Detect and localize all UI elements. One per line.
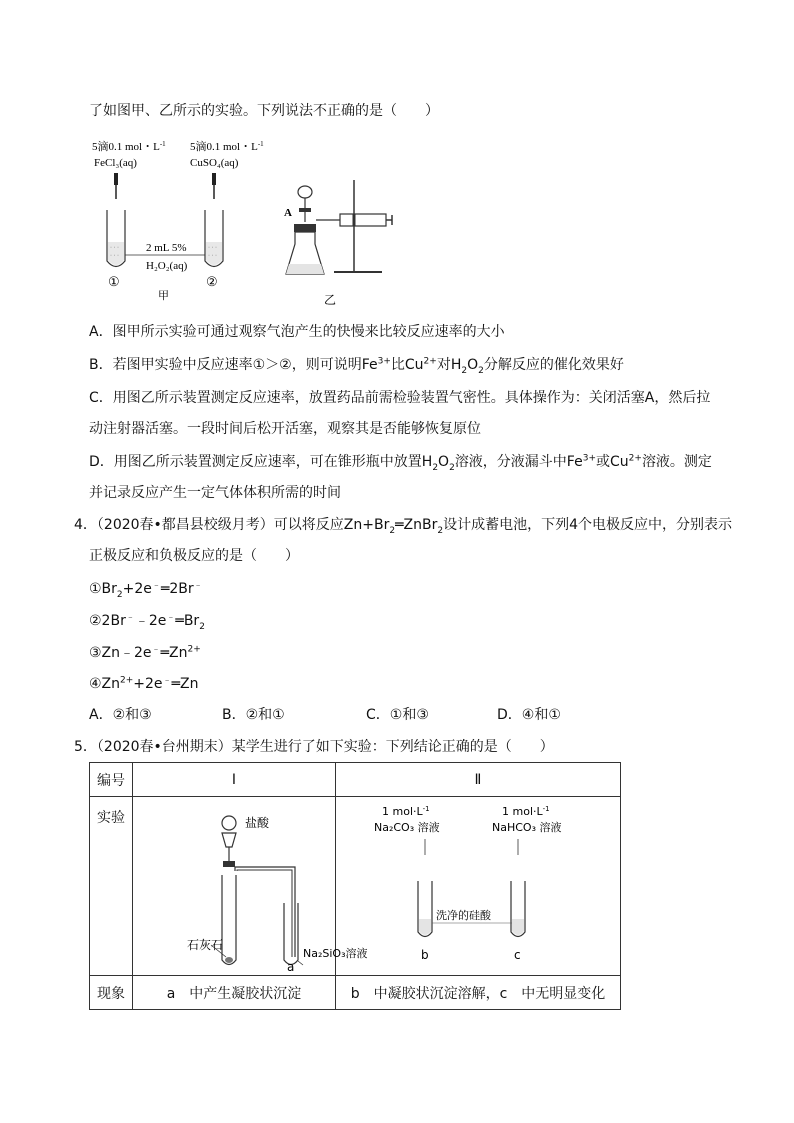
q3-stem: 了如图甲、乙所示的实验。下列说法不正确的是（ ）	[89, 103, 439, 119]
dropper-1	[114, 173, 118, 199]
tube-c-label: c	[514, 948, 521, 962]
limestone-label: 石灰石	[187, 938, 224, 952]
q5-header-label: 编号	[90, 763, 133, 797]
q3-option-c-line2: 动注射器活塞。一段时间后松开活塞，观察其是否能够恢复原位	[89, 421, 481, 437]
q4-option-c: C．①和③	[366, 707, 429, 723]
na2co3-label: Na₂CO₃ 溶液	[374, 821, 440, 834]
q4-reaction-2: $②2Br^﹣﹣2e^﹣═Br_2$	[89, 612, 205, 632]
dropper2-reagent: CuSO₄(aq)	[190, 157, 239, 169]
hcl-label: 盐酸	[245, 816, 270, 830]
q3-option-b: B．若图甲实验中反应速率①＞②，则可说明$Fe^{3+}$比$Cu^{2+}$对$H_2O_2$分解反应的催化效果好	[89, 356, 624, 376]
nahco3-label: NaHCO₃ 溶液	[492, 821, 562, 834]
svg-text:· · ·: · · ·	[110, 245, 119, 251]
dropper1-conc: 5滴0.1 mol・$L^{-1}$	[92, 140, 166, 153]
svg-text:· · ·: · · ·	[208, 253, 217, 259]
solution-reagent: H₂O₂(aq)	[146, 260, 188, 272]
q5-header-ii: Ⅱ	[336, 763, 621, 797]
apparatus-yi	[286, 180, 392, 274]
q4-reaction-1: $①Br_2+2e^﹣═2Br^﹣$	[89, 580, 203, 600]
q4-option-a: A．②和③	[89, 707, 152, 723]
q3-option-d-line2: 并记录反应产生一定气体体积所需的时间	[89, 485, 341, 501]
na2sio3-label: Na₂SiO₃溶液	[303, 947, 368, 960]
q5-stem: 5．（2020春•台州期末）某学生进行了如下实验：下列结论正确的是（ ）	[74, 739, 554, 755]
q3-option-a: A．图甲所示实验可通过观察气泡产生的快慢来比较反应速率的大小	[89, 324, 505, 340]
q5-figure-i	[133, 797, 368, 974]
q4-reaction-3: $③Zn﹣2e^﹣═Zn^{2+}$	[89, 644, 201, 661]
q5-figure-ii	[336, 797, 620, 971]
q5-obs-i: a 中产生凝胶状沉淀	[133, 976, 336, 1010]
tube2-label: ②	[206, 274, 218, 289]
valve-label: A	[284, 207, 292, 219]
svg-text:· · ·: · · ·	[110, 253, 119, 259]
q5-row-obs: 现象	[90, 976, 133, 1010]
q5-header-i: Ⅰ	[133, 763, 336, 797]
q5-figure-i-cell	[133, 797, 368, 976]
q3-option-d-line1: D．用图乙所示装置测定反应速率，可在锥形瓶中放置$H_2O_2$溶液，分液漏斗中$Fe^{3+}$或$Cu^{2+}$溶液。测定	[89, 453, 712, 473]
q4-option-d: D．④和①	[497, 707, 561, 723]
q3-option-c-line1: C．用图乙所示装置测定反应速率，放置药品前需检验装置气密性。具体操作为：关闭活塞A，然后拉	[89, 390, 711, 406]
q5-row-exp: 实验	[90, 797, 133, 976]
q4-stem-line2: 正极反应和负极反应的是（ ）	[89, 548, 299, 564]
tube-a-label: a	[287, 960, 295, 974]
test-tube-1	[107, 210, 125, 267]
tube-b-label: b	[421, 948, 429, 962]
dropper2-conc: 5滴0.1 mol・$L^{-1}$	[190, 140, 264, 153]
q5-obs-ii: b 中凝胶状沉淀溶解，c 中无明显变化	[336, 976, 621, 1010]
q4-stem-line1: 4．（2020春•都昌县校级月考）可以将反应$Zn+Br_2═ZnBr_2$设计成蓄电池，下列4个电极反应中，分别表示	[74, 517, 732, 536]
dropper-2	[212, 173, 216, 199]
q4-option-b: B．②和①	[222, 707, 285, 723]
tube1-label: ①	[108, 274, 120, 289]
q3-figure-jia-yi	[92, 136, 402, 308]
solution-conc: 2 mL 5%	[146, 242, 187, 254]
caption-jia: 甲	[158, 290, 169, 302]
q4-reaction-4: $④Zn^{2+}+2e^﹣═Zn$	[89, 675, 199, 692]
dropper1-reagent: FeCl₃(aq)	[94, 157, 137, 169]
conc-label-1: 1 $mol\cdot L^{-1}$	[382, 805, 430, 818]
conc-label-2: 1 $mol\cdot L^{-1}$	[502, 805, 550, 818]
caption-yi: 乙	[324, 293, 337, 307]
q5-figure-ii-cell	[336, 797, 621, 976]
silicic-acid-label: 洗净的硅酸	[436, 909, 491, 922]
q5-table	[89, 762, 621, 1010]
svg-text:· · ·: · · ·	[208, 245, 217, 251]
test-tube-2	[205, 210, 223, 267]
